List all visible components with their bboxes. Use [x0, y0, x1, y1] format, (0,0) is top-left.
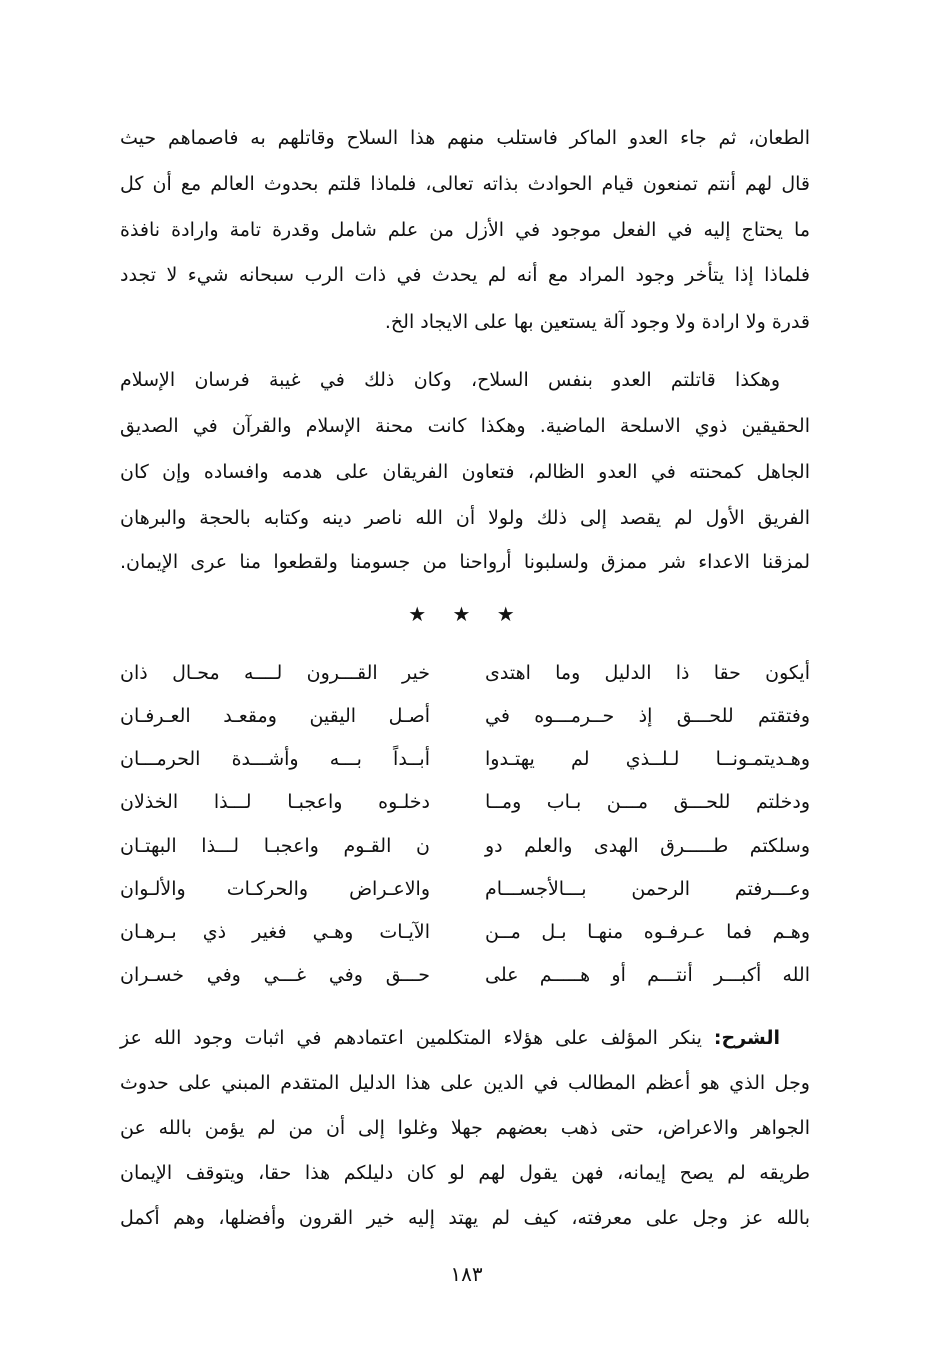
- verse-second-hemistich: خير القـــرون لــــه محـال ذان: [120, 662, 430, 684]
- page-number: ١٨٣: [450, 1262, 483, 1286]
- verse-second-hemistich: دخلـوه واعجبـا لـــذا الخذلان: [120, 791, 430, 813]
- verse-first-hemistich: ودخلتم للحـــق مـــن بـاب ومــا: [485, 791, 810, 813]
- verse-first-hemistich: الله أكبـــر أنتـــم أو هـــــم على: [485, 964, 810, 986]
- text-line: الطعان، ثم جاء العدو الماكر فاستلب منهم هذا السلاح وقاتلهم به فاصماهم حيث: [120, 127, 810, 149]
- text-line: قدرة ولا ارادة ولا وجود آلة يستعين بها على الايجاد الخ.: [384, 311, 810, 333]
- text-line: الجاهل كمحنته في العدو الظالم، فتعاون الفريقان على هدمه وافساده وإن كان: [120, 461, 810, 483]
- section-separator-stars: ★ ★ ★: [408, 602, 525, 626]
- text-line: الفريق الأول لم يقصد إلى ذلك ولولا أن الله ناصر دينه وكتابه بالحجة والبرهان: [120, 507, 810, 529]
- text-line: [120, 1023, 810, 1053]
- verse-first-hemistich: وسلكتم طـــــرق الهدى والعلم دو: [485, 835, 810, 857]
- text-line: طريقه لم يصح إيمانه، فهن يقول لهم لو كان دليلكم هذا حقا، ويتوقف الإيمان: [120, 1162, 810, 1184]
- text-line: وهكذا قاتلتم العدو بنفس السلاح، وكان ذلك في غيبة فرسان الإسلام: [120, 369, 780, 391]
- text-line: الجواهر والاعراض، حتى ذهب بعضهم جهلا وغلوا إلى أن من لم يؤمن بالله عن: [120, 1117, 810, 1139]
- verse-first-hemistich: وهـم فما عـرفـوه منهـا بـل مــن: [485, 921, 810, 943]
- verse-first-hemistich: وفتقتم للحـــق إذ حــرمـــوه في: [485, 705, 810, 727]
- text-line: قال لهم أنتم تمنعون قيام الحوادث بذاته تعالى، فلماذا قلتم بحدوث العالم مع أن كل: [120, 173, 810, 195]
- verse-second-hemistich: ن القـوم واعجبـا لـــذا البهتـان: [120, 835, 430, 857]
- text-line: الحقيقين ذوي الاسلحة الماضية. وهكذا كانت محنة الإسلام والقرآن في الصديق: [120, 415, 810, 437]
- verse-second-hemistich: أبــداً بـــه وأشـــدة الحرمـــان: [120, 748, 430, 770]
- text-line: فلماذا إذا يتأخر وجود المراد مع أنه لم يحدث في ذات الرب سبحانه شيء لا تجدد: [120, 264, 810, 286]
- text-line: وجل الذي هو أعظم المطالب في الدين على هذا الدليل المتقدم المبني على حدوث: [120, 1072, 810, 1094]
- text-line: بالله عز وجل على معرفته، كيف لم يهتد إليه خير القرون وأفضلها، وهم أكمل: [120, 1207, 810, 1229]
- verse-second-hemistich: والاعـراض والحركـات والألـوان: [120, 878, 430, 900]
- verse-second-hemistich: حـــق وفي غـــي وفي خسـران: [120, 964, 430, 986]
- verse-second-hemistich: أصـل اليقين ومقعـد العـرفـان: [120, 705, 430, 727]
- text-line: ما يحتاج إليه في الفعل موجود في الأزل من علم شامل وقدرة تامة وارادة نافذة: [120, 219, 810, 241]
- commentary-text: ينكر المؤلف على هؤلاء المتكلمين اعتمادهم في اثبات وجود الله عز: [120, 1027, 714, 1049]
- commentary-label: الشرح:: [713, 1027, 780, 1049]
- text-line: لمزقنا الاعداء شر ممزق ولسلبونا أرواحنا من جسومنا ولقطعوا منا عرى الإيمان.: [120, 551, 810, 573]
- verse-second-hemistich: الآيـات وهـي فغير ذي بـرهـان: [120, 921, 430, 943]
- verse-first-hemistich: وعـــرفتم الرحمن بـــالأجســـام: [485, 878, 810, 900]
- verse-first-hemistich: أيكون حقا ذا الدليل وما اهتدى: [485, 662, 810, 684]
- verse-first-hemistich: وهـديتمـونــا لـلــذي لم يهتـدوا: [485, 748, 810, 770]
